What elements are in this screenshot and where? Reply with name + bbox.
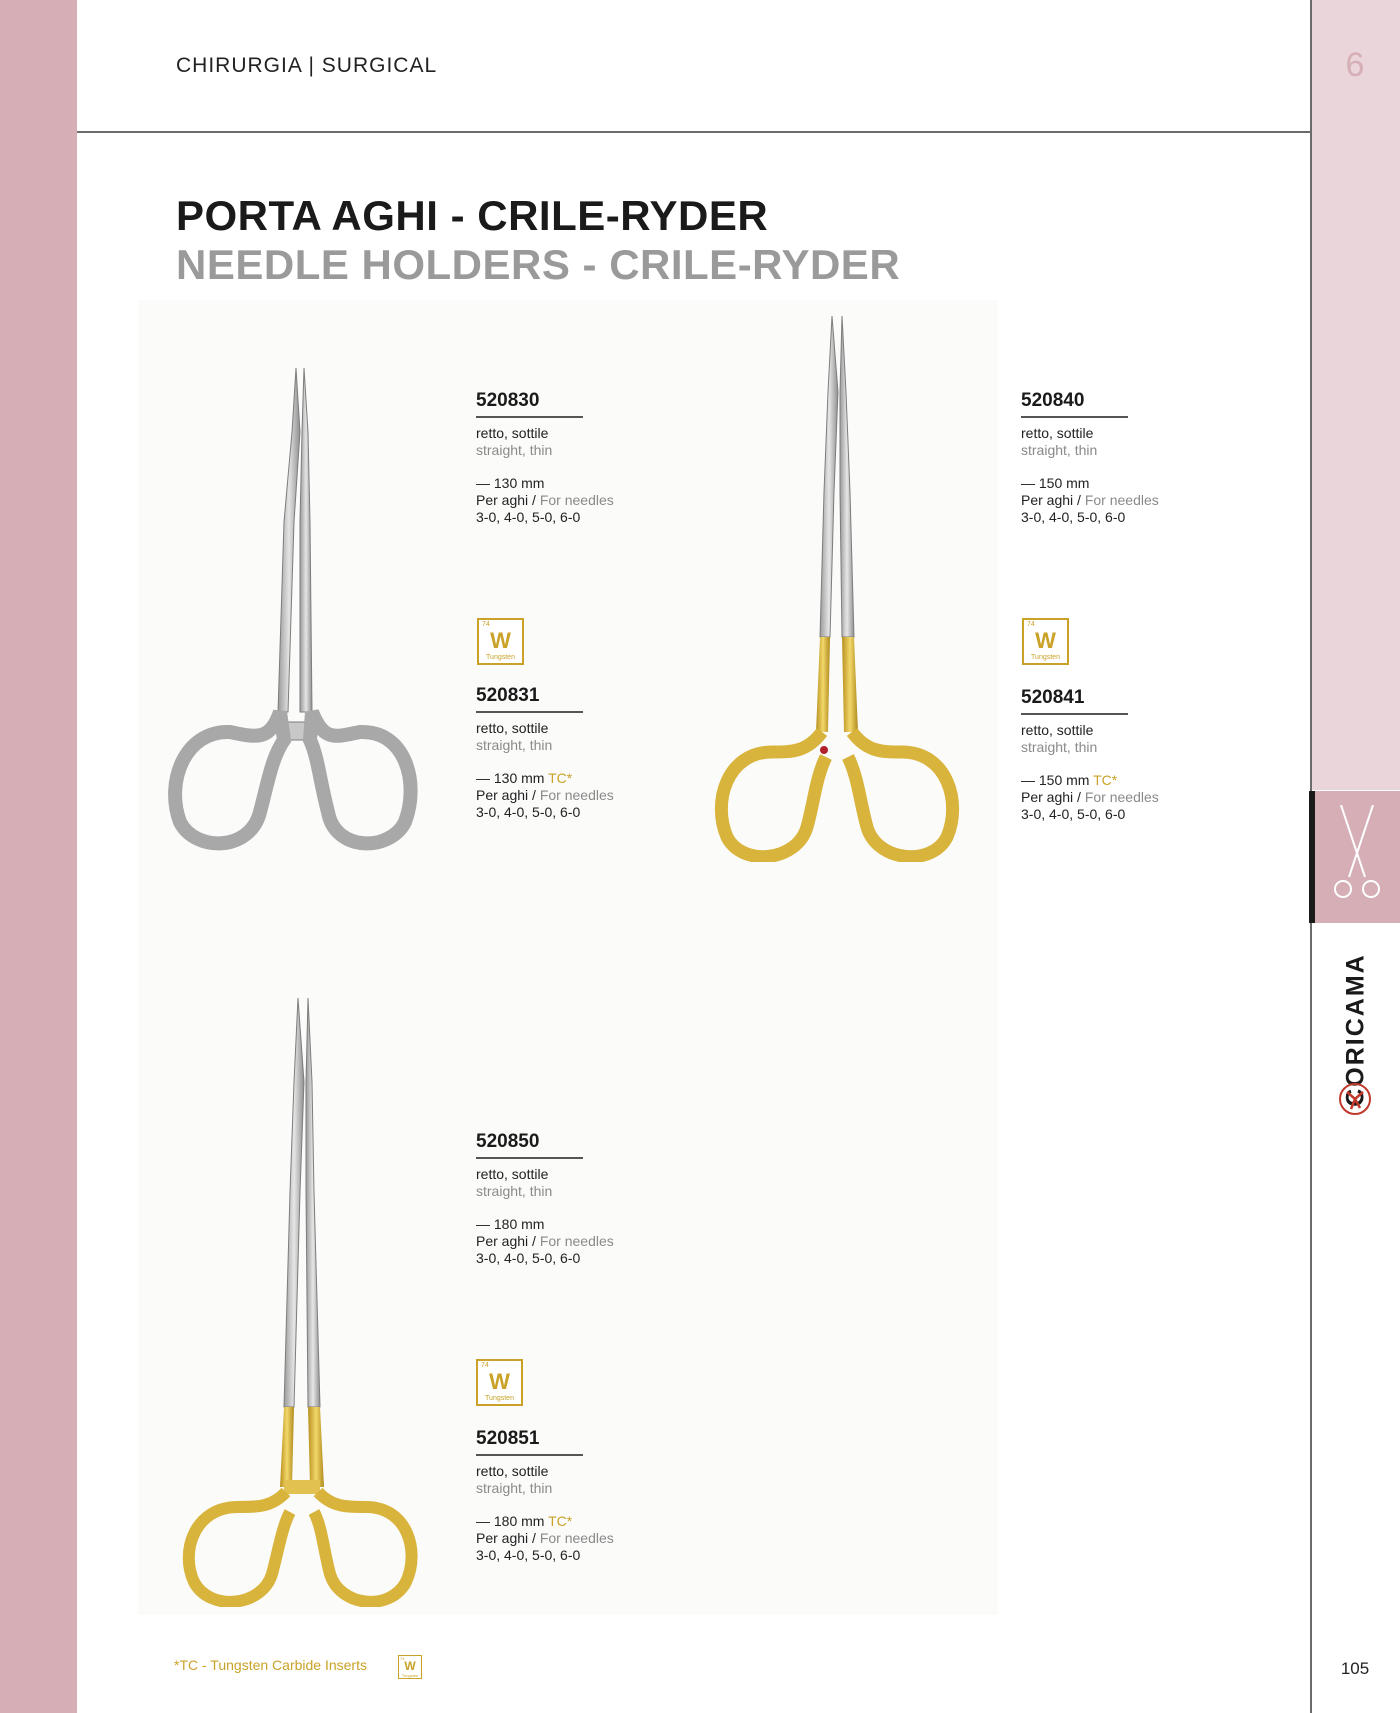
- needle-holder-150-tc-image: [712, 312, 962, 862]
- product-520841: [1021, 687, 1231, 823]
- product-code: 520850: [476, 1131, 583, 1159]
- product-520831: [476, 685, 686, 821]
- chapter-number: 6: [1345, 46, 1365, 84]
- product-size: — 130 mm TC*: [476, 770, 573, 786]
- needle-sizes: 3-0, 4-0, 5-0, 6-0: [476, 1547, 581, 1563]
- product-code: 520851: [476, 1428, 583, 1456]
- header-divider: [77, 131, 1311, 133]
- tungsten-badge: 74 W Tungsten: [476, 1359, 523, 1406]
- needle-label: Per aghi / For needles: [476, 1233, 614, 1249]
- product-code: 520830: [476, 390, 583, 418]
- product-520850: [476, 1131, 686, 1267]
- brand-block: [1322, 940, 1390, 1120]
- section-header: CHIRURGIA | SURGICAL: [176, 54, 438, 77]
- tab-marker: [1309, 791, 1315, 923]
- product-size: — 150 mm: [1021, 475, 1090, 491]
- brand-logo-icon: [1338, 1082, 1372, 1116]
- product-code: 520841: [1021, 687, 1128, 715]
- product-size: — 150 mm TC*: [1021, 772, 1118, 788]
- needle-sizes: 3-0, 4-0, 5-0, 6-0: [1021, 509, 1126, 525]
- page-number: 105: [1340, 1659, 1370, 1678]
- product-size: — 180 mm: [476, 1216, 545, 1232]
- needle-label: Per aghi / For needles: [476, 492, 614, 508]
- needle-holder-180-tc-image: [180, 992, 420, 1607]
- needle-label: Per aghi / For needles: [476, 787, 614, 803]
- description-italian: retto, sottile: [476, 425, 549, 441]
- description-english: straight, thin: [476, 442, 553, 458]
- description-english: straight, thin: [1021, 739, 1098, 755]
- needle-sizes: 3-0, 4-0, 5-0, 6-0: [1021, 806, 1126, 822]
- scissors-icon: [1331, 805, 1383, 905]
- description-english: straight, thin: [476, 1480, 553, 1496]
- product-520840: [1021, 390, 1231, 526]
- category-tab-surgical[interactable]: [1309, 791, 1400, 923]
- description-english: straight, thin: [1021, 442, 1098, 458]
- description-english: straight, thin: [476, 1183, 553, 1199]
- product-code: 520840: [1021, 390, 1128, 418]
- page-title-italian: PORTA AGHI - CRILE-RYDER: [176, 192, 769, 239]
- description-italian: retto, sottile: [1021, 425, 1094, 441]
- needle-sizes: 3-0, 4-0, 5-0, 6-0: [476, 1250, 581, 1266]
- product-size: — 180 mm TC*: [476, 1513, 573, 1529]
- footnote-tc: *TC - Tungsten Carbide Inserts: [174, 1657, 367, 1673]
- needle-holder-130-image: [160, 362, 420, 852]
- right-chapter-panel: [1311, 0, 1400, 790]
- tungsten-badge: 74 W Tungsten: [1022, 618, 1069, 665]
- needle-label: Per aghi / For needles: [1021, 492, 1159, 508]
- description-italian: retto, sottile: [1021, 722, 1094, 738]
- description-italian: retto, sottile: [476, 1166, 549, 1182]
- product-520830: [476, 390, 686, 526]
- product-size: — 130 mm: [476, 475, 545, 491]
- description-english: straight, thin: [476, 737, 553, 753]
- tungsten-badge: 74 W Tungsten: [477, 618, 524, 665]
- tungsten-badge-small: 74 W Tungsten: [398, 1655, 422, 1679]
- needle-sizes: 3-0, 4-0, 5-0, 6-0: [476, 509, 581, 525]
- page-title-english: NEEDLE HOLDERS - CRILE-RYDER: [176, 241, 901, 288]
- product-code: 520831: [476, 685, 583, 713]
- brand-name: CORICAMA: [1341, 953, 1370, 1107]
- left-color-strip: [0, 0, 77, 1713]
- needle-label: Per aghi / For needles: [1021, 789, 1159, 805]
- description-italian: retto, sottile: [476, 1463, 549, 1479]
- needle-sizes: 3-0, 4-0, 5-0, 6-0: [476, 804, 581, 820]
- needle-label: Per aghi / For needles: [476, 1530, 614, 1546]
- description-italian: retto, sottile: [476, 720, 549, 736]
- product-520851: [476, 1428, 686, 1564]
